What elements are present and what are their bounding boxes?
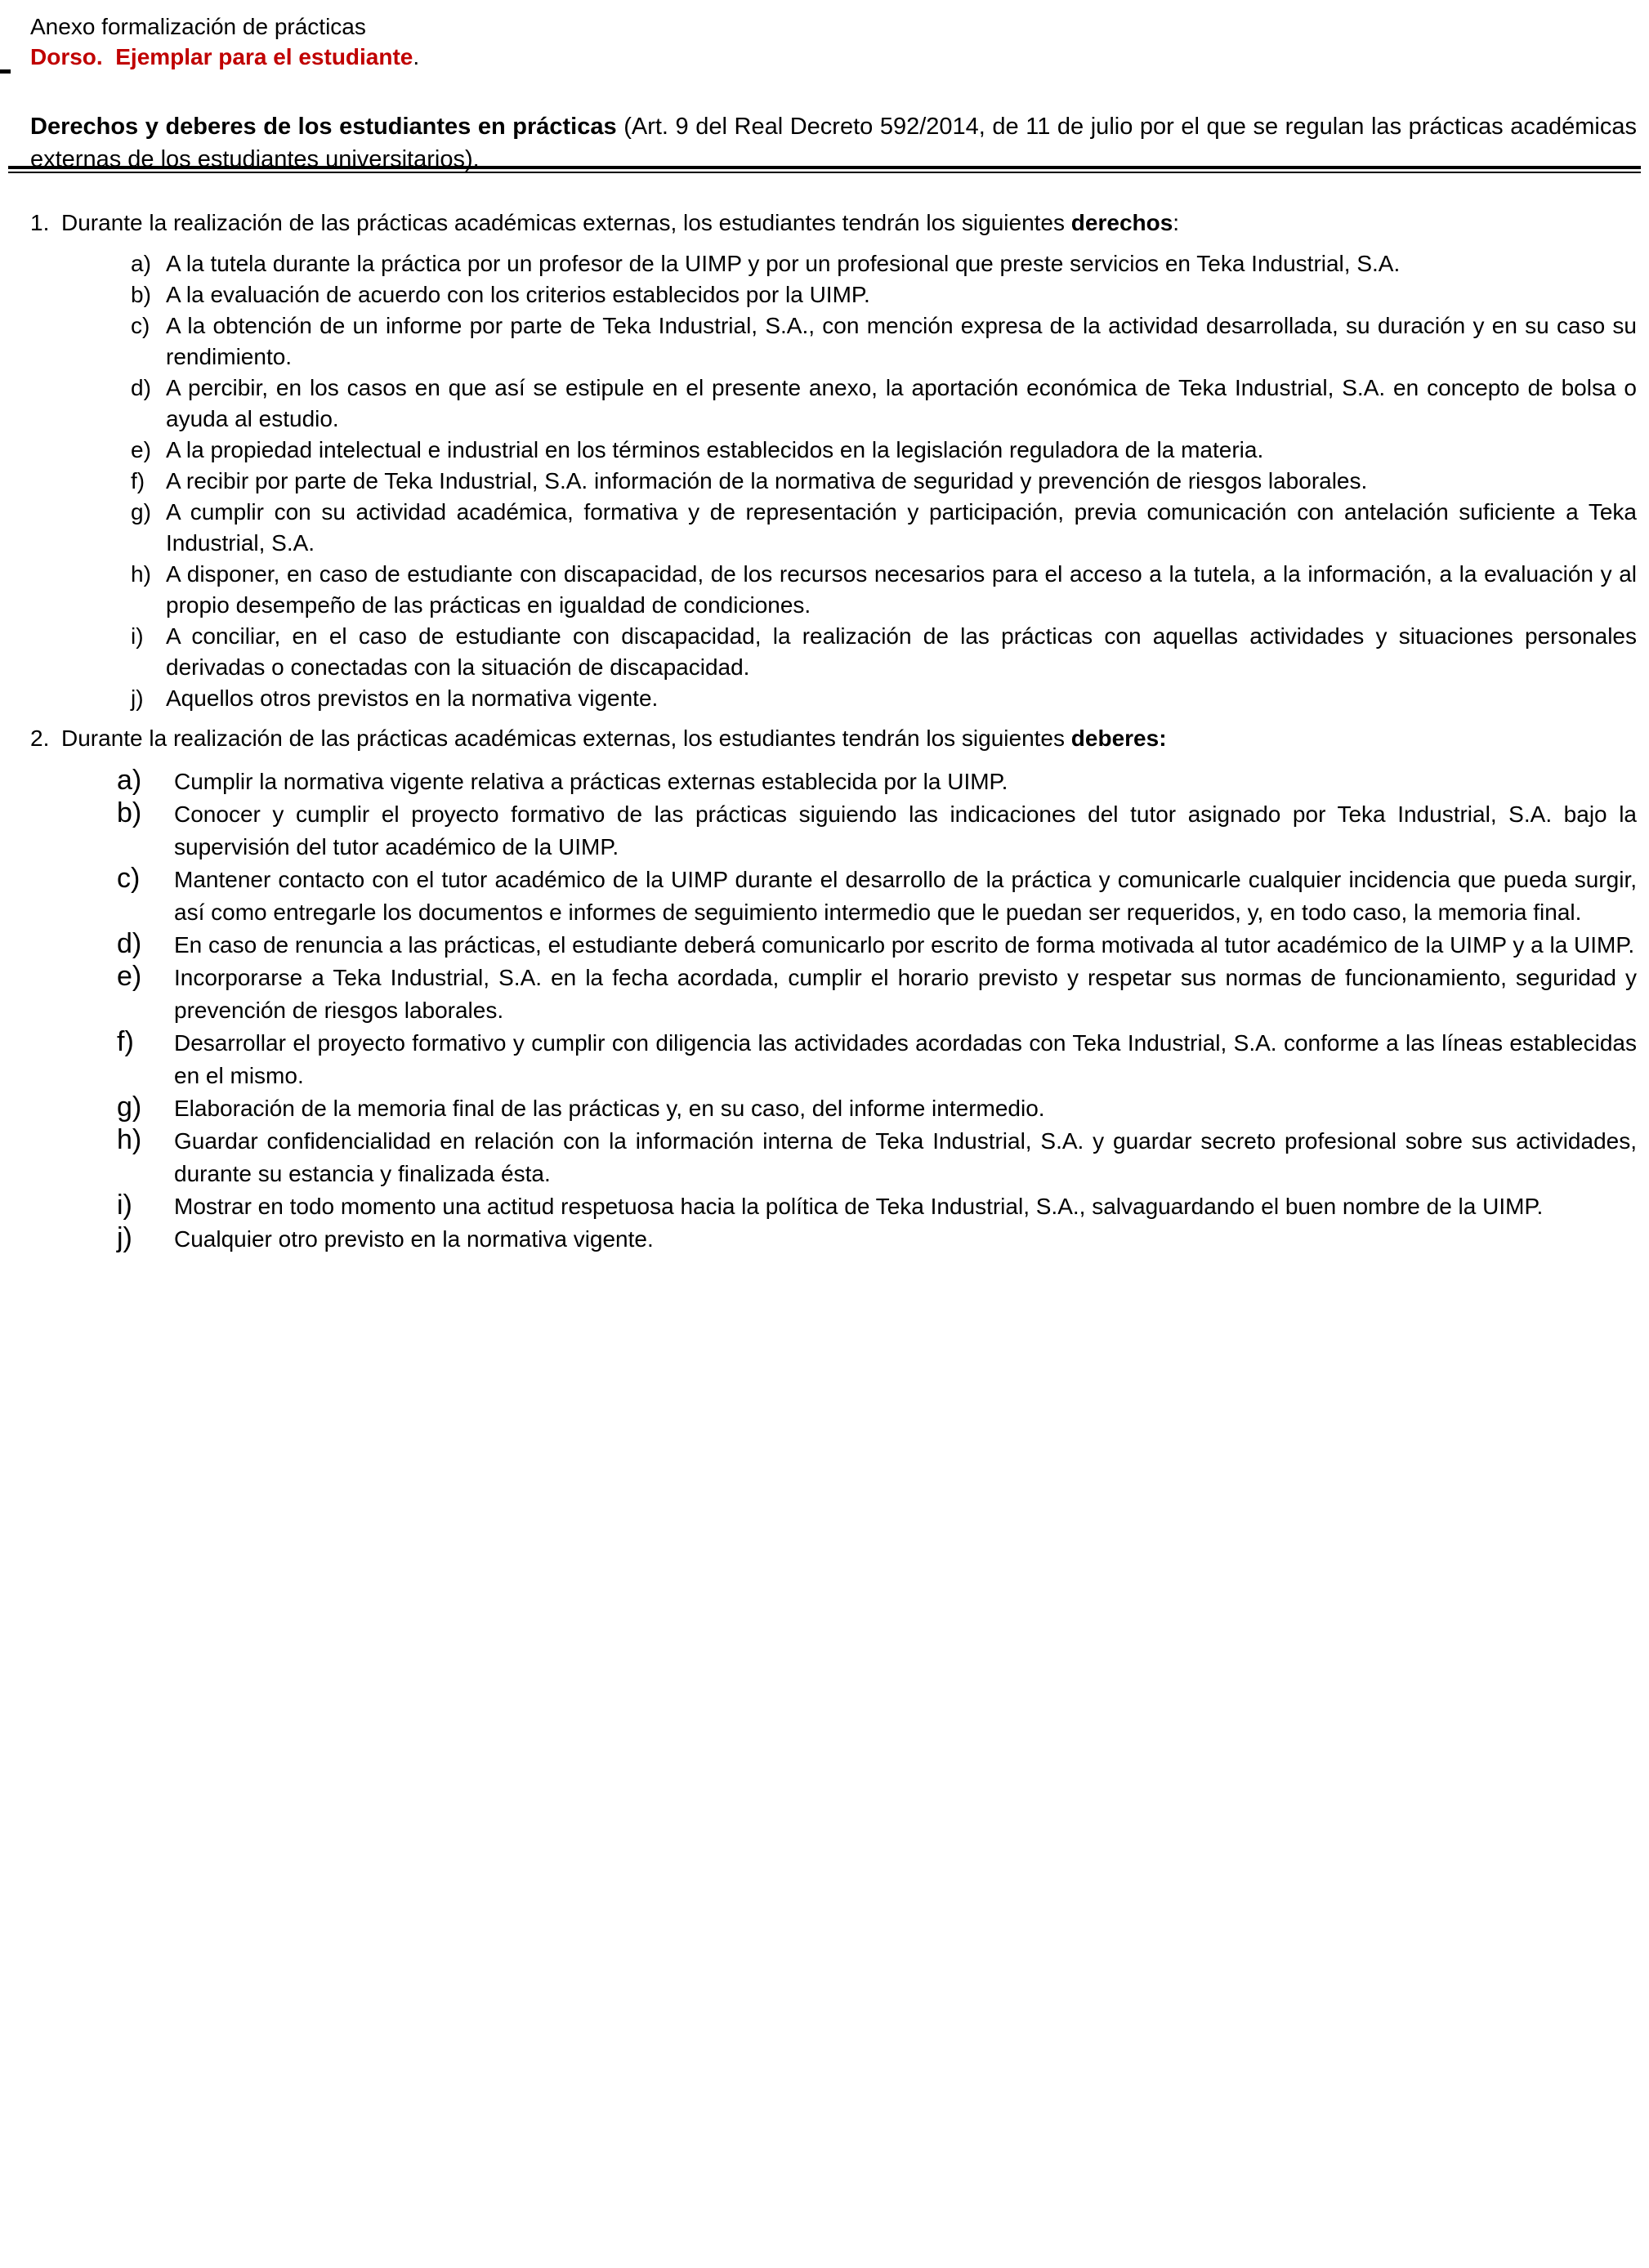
- heading-regular-text: (Art. 9 del Real Decreto 592/2014, de 11 de julio por el que se regulan las prácticas académicas externas de los estudiantes universitarios).: [30, 114, 1637, 172]
- item-text: A la tutela durante la práctica por un profesor de la UIMP y por un profesional que preste servicios en Teka Industrial, S.A.: [166, 251, 1401, 276]
- item-text: A percibir, en los casos en que así se estipule en el presente anexo, la aportación económica de Teka Industrial, S.A. en concepto de bolsa o ayuda al estudio.: [166, 375, 1637, 431]
- scan-artifact: [0, 69, 11, 74]
- section-rights: [30, 207, 1637, 714]
- list-item: [30, 1223, 1637, 1256]
- item-letter: d): [117, 928, 142, 959]
- document-body: [30, 11, 1637, 1256]
- item-text: A recibir por parte de Teka Industrial, S.A. información de la normativa de seguridad y prevención de riesgos laborales.: [166, 468, 1368, 493]
- item-text: A cumplir con su actividad académica, formativa y de representación y participación, previa comunicación con antelación suficiente a Teka Industrial, S.A.: [166, 499, 1637, 556]
- section-number: 1.: [30, 210, 50, 235]
- item-letter: j): [117, 1222, 132, 1253]
- list-item: [30, 1027, 1637, 1092]
- item-text: En caso de renuncia a las prácticas, el estudiante deberá comunicarlo por escrito de forma motivada al tutor académico de la UIMP y a la UIMP.: [174, 932, 1635, 958]
- list-item: [30, 1190, 1637, 1223]
- item-letter: h): [131, 561, 151, 587]
- item-text: Cumplir la normativa vigente relativa a prácticas externas establecida por la UIMP.: [174, 769, 1008, 794]
- item-text: A conciliar, en el caso de estudiante con discapacidad, la realización de las prácticas con aquellas actividades y situaciones personales derivadas o conectadas con la situación de discapacidad.: [166, 623, 1637, 680]
- copy-designation-red-text: Dorso. Ejemplar para el estudiante: [30, 44, 413, 69]
- list-item: [30, 683, 1637, 714]
- list-item: [30, 1092, 1637, 1125]
- list-item: [30, 279, 1637, 310]
- item-letter: b): [131, 282, 151, 307]
- item-letter: j): [131, 685, 144, 711]
- duties-list: [30, 766, 1637, 1256]
- list-item: [30, 962, 1637, 1027]
- list-item: [30, 373, 1637, 435]
- section-intro-suffix: :: [1173, 210, 1180, 235]
- section-intro-text: Durante la realización de las prácticas académicas externas, los estudiantes tendrán los siguientes: [61, 210, 1071, 235]
- item-letter: g): [131, 499, 151, 525]
- item-letter: c): [117, 863, 141, 894]
- item-text: A la obtención de un informe por parte de Teka Industrial, S.A., con mención expresa de la actividad desarrollada, su duración y en su caso su rendimiento.: [166, 313, 1637, 369]
- list-item: [30, 466, 1637, 497]
- item-letter: e): [117, 961, 142, 992]
- item-letter: i): [117, 1190, 132, 1221]
- section-intro-text: Durante la realización de las prácticas académicas externas, los estudiantes tendrán los siguientes: [61, 725, 1071, 751]
- item-letter: a): [117, 765, 142, 796]
- list-item: [30, 929, 1637, 962]
- item-letter: g): [117, 1092, 142, 1123]
- item-text: A disponer, en caso de estudiante con discapacidad, de los recursos necesarios para el acceso a la tutela, a la información, a la evaluación y al propio desempeño de las prácticas en igualdad de condiciones.: [166, 561, 1637, 618]
- list-item: [30, 766, 1637, 798]
- list-item: [30, 864, 1637, 929]
- item-text: Cualquier otro previsto en la normativa vigente.: [174, 1226, 654, 1252]
- list-item: [30, 248, 1637, 279]
- section-duties-intro: [30, 722, 1637, 754]
- list-item: [30, 435, 1637, 466]
- list-item: [30, 559, 1637, 621]
- item-letter: d): [131, 375, 151, 400]
- section-keyword: derechos: [1070, 210, 1173, 235]
- item-text: Incorporarse a Teka Industrial, S.A. en la fecha acordada, cumplir el horario previsto y respetar sus normas de funcionamiento, seguridad y prevención de riesgos laborales.: [174, 965, 1637, 1023]
- item-text: Mantener contacto con el tutor académico de la UIMP durante el desarrollo de la práctica y comunicarle cualquier incidencia que pueda surgir, así como entregarle los documentos e informes de seguimiento intermedio que le puedan ser requeridos, y, en todo caso, la memoria final.: [174, 867, 1637, 925]
- list-item: [30, 798, 1637, 864]
- item-text: Elaboración de la memoria final de las prácticas y, en su caso, del informe intermedio.: [174, 1096, 1045, 1121]
- item-text: Mostrar en todo momento una actitud respetuosa hacia la política de Teka Industrial, S.A., salvaguardando el buen nombre de la UIMP.: [174, 1194, 1544, 1219]
- rights-duties-heading: [30, 110, 1637, 176]
- list-item: [30, 1125, 1637, 1190]
- section-number: 2.: [30, 725, 50, 751]
- item-letter: a): [131, 251, 151, 276]
- item-text: A la propiedad intelectual e industrial en los términos establecidos en la legislación reguladora de la materia.: [166, 437, 1264, 462]
- annex-title: Anexo formalización de prácticas: [30, 14, 366, 39]
- item-text: Aquellos otros previstos en la normativa vigente.: [166, 685, 659, 711]
- list-item: [30, 310, 1637, 373]
- item-letter: b): [117, 797, 142, 828]
- item-text: Desarrollar el proyecto formativo y cumplir con diligencia las actividades acordadas con Teka Industrial, S.A. conforme a las líneas establecidas en el mismo.: [174, 1030, 1637, 1088]
- copy-designation-period: .: [413, 44, 420, 69]
- section-duties: [30, 722, 1637, 1256]
- item-letter: h): [117, 1124, 142, 1155]
- item-letter: i): [131, 623, 144, 649]
- copy-designation: [30, 42, 1637, 72]
- list-item: [30, 497, 1637, 559]
- list-item: [30, 621, 1637, 683]
- item-text: Conocer y cumplir el proyecto formativo de las prácticas siguiendo las indicaciones del tutor asignado por Teka Industrial, S.A. bajo la supervisión del tutor académico de la UIMP.: [174, 801, 1637, 859]
- section-keyword: deberes:: [1070, 725, 1167, 751]
- item-letter: f): [117, 1026, 134, 1057]
- item-letter: e): [131, 437, 151, 462]
- item-text: A la evaluación de acuerdo con los criterios establecidos por la UIMP.: [166, 282, 870, 307]
- section-rights-intro: [30, 207, 1637, 239]
- item-letter: f): [131, 468, 145, 493]
- item-text: Guardar confidencialidad en relación con la información interna de Teka Industrial, S.A. y guardar secreto profesional sobre sus actividades, durante su estancia y finalizada ésta.: [174, 1128, 1637, 1186]
- rights-list: [30, 248, 1637, 714]
- item-letter: c): [131, 313, 150, 338]
- heading-bold-text: Derechos y deberes de los estudiantes en prácticas: [30, 114, 617, 140]
